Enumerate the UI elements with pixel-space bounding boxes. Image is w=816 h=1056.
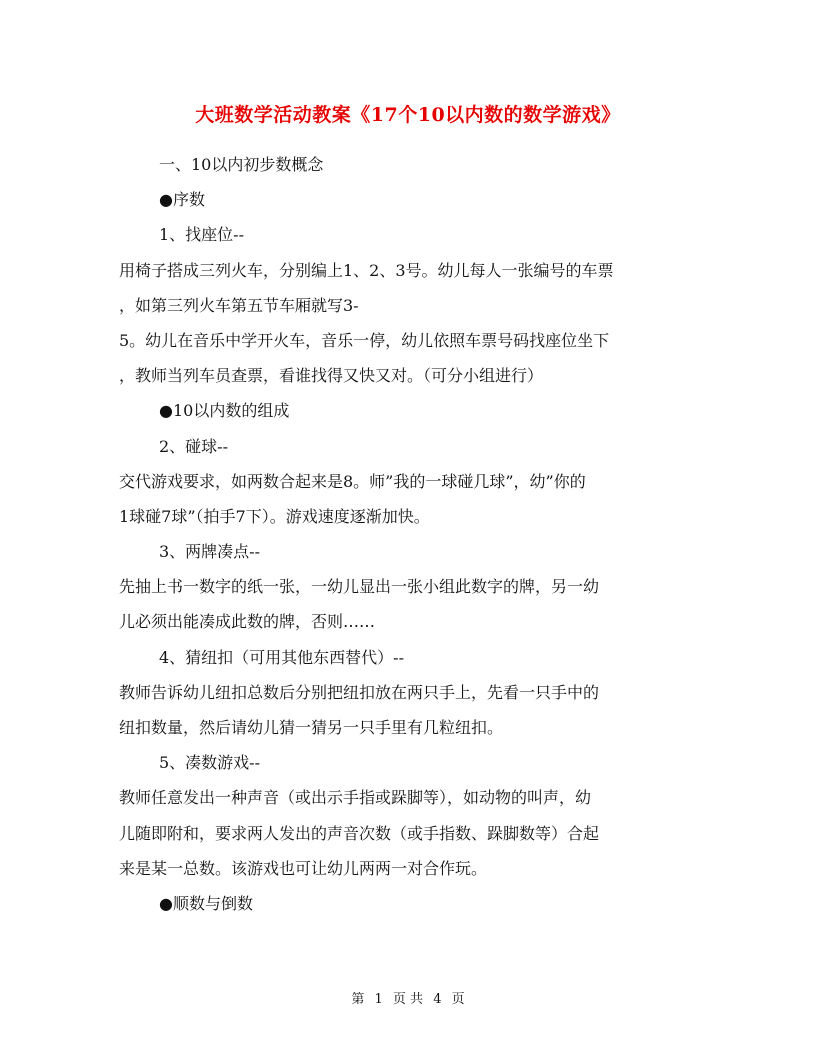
paragraph-line: 5。幼儿在音乐中学开火车，音乐一停，幼儿依照车票号码找座位坐下 <box>119 330 610 350</box>
footer-suffix: 页 <box>451 992 465 1007</box>
paragraph-line: 用椅子搭成三列火车，分别编上1、2、3号。幼儿每人一张编号的车票 <box>119 260 614 280</box>
paragraph-line: 交代游戏要求，如两数合起来是8。师”我的一球碰几球”，幼”你的 <box>119 471 586 491</box>
paragraph-line: ●序数 <box>159 190 205 210</box>
footer-total-pages: 4 <box>433 992 442 1007</box>
paragraph-line: 教师告诉幼儿纽扣总数后分别把纽扣放在两只手上，先看一只手中的 <box>119 682 600 702</box>
document-body <box>119 147 699 921</box>
paragraph-line: 1球碰7球”（拍手7下）。游戏速度逐渐加快。 <box>119 506 430 526</box>
page-footer <box>0 988 816 1007</box>
paragraph-line: 一、10以内初步数概念 <box>159 155 324 174</box>
footer-page-number: 1 <box>374 992 383 1007</box>
paragraph-line: 3、两牌凑点-- <box>159 542 260 562</box>
paragraph-line: 儿必须出能凑成此数的牌，否则…… <box>119 612 376 632</box>
paragraph-line: 1、找座位-- <box>159 225 244 245</box>
paragraph-line: 来是某一总数。该游戏也可让幼儿两两一对合作玩。 <box>119 858 488 878</box>
document-title: 大班数学活动教案《17个10以内数的数学游戏》 <box>195 104 621 126</box>
footer-prefix: 第 <box>351 992 365 1007</box>
paragraph-line: 教师任意发出一种声音（或出示手指或跺脚等），如动物的叫声，幼 <box>119 788 592 808</box>
paragraph-line: ，教师当列车员查票，看谁找得又快又对。（可分小组进行） <box>119 366 544 386</box>
paragraph-line: 先抽上书一数字的纸一张，一幼儿显出一张小组此数字的牌，另一幼 <box>119 577 600 597</box>
paragraph-line: 4、猜纽扣（可用其他东西替代）-- <box>159 647 404 667</box>
paragraph-line: ，如第三列火车第五节车厢就写3- <box>119 295 359 315</box>
paragraph-line: 儿随即附和，要求两人发出的声音次数（或手指数、跺脚数等）合起 <box>119 823 600 843</box>
paragraph-line: ●10以内数的组成 <box>159 401 290 421</box>
paragraph-line: ●顺数与倒数 <box>159 893 253 913</box>
paragraph-line: 5、凑数游戏-- <box>159 753 260 773</box>
paragraph-line: 2、碰球-- <box>159 436 228 456</box>
footer-middle: 页 共 <box>392 992 424 1007</box>
paragraph-line: 纽扣数量，然后请幼儿猜一猜另一只手里有几粒纽扣。 <box>119 718 504 737</box>
